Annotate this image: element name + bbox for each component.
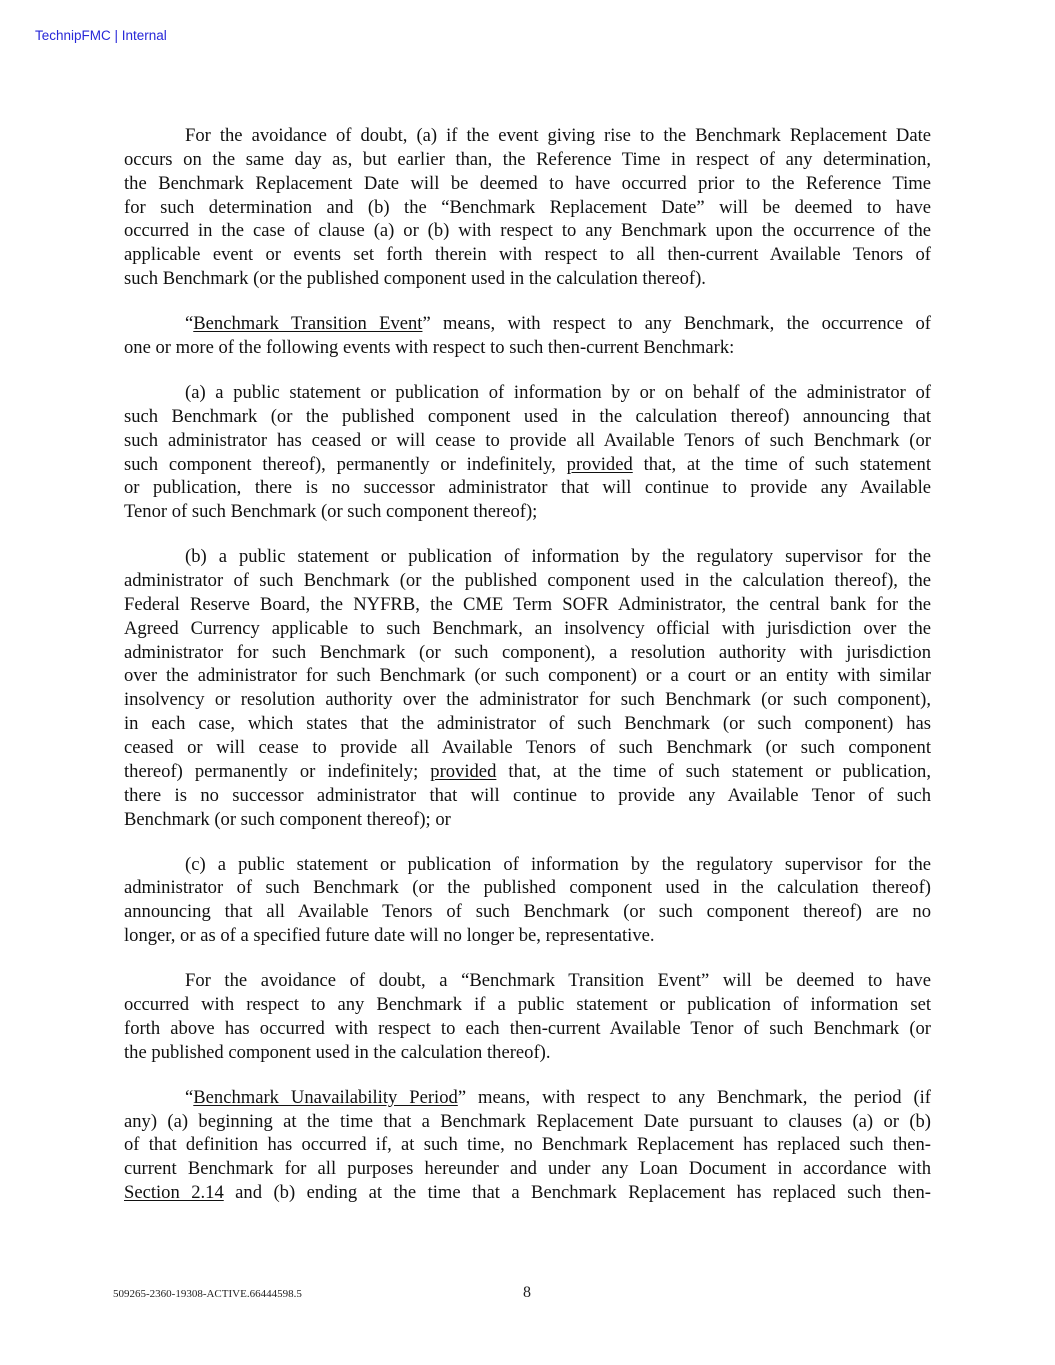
- paragraph: [124, 312, 931, 360]
- text-line: [124, 1181, 931, 1205]
- text-segment: ” means, with respect to any Benchmark, the occurrence of: [422, 313, 931, 335]
- text-line: [124, 196, 931, 220]
- paragraph: [124, 545, 931, 831]
- text-segment: longer, or as of a specified future date will no longer be, representative.: [124, 925, 655, 947]
- text-line: [124, 969, 931, 993]
- text-segment: Benchmark (or such component thereof); or: [124, 808, 451, 830]
- text-segment: in each case, which states that the administrator of such Benchmark (or such component) has: [124, 713, 931, 735]
- text-segment: such Benchmark (or the published component used in the calculation thereof).: [124, 268, 706, 290]
- text-line: [124, 593, 931, 617]
- text-line: [124, 617, 931, 641]
- text-segment: over the administrator for such Benchmark (or such component) or a court or an entity with similar: [124, 665, 931, 687]
- text-line: [124, 1017, 931, 1041]
- text-segment: such Benchmark (or the published component used in the calculation thereof) announcing that: [124, 405, 931, 427]
- text-segment: any) (a) beginning at the time that a Benchmark Replacement Date pursuant to clauses (a) or (b): [124, 1110, 931, 1132]
- text-segment: insolvency or resolution authority over the administrator for such Benchmark (or such component),: [124, 689, 931, 711]
- text-segment: thereof) permanently or indefinitely;: [124, 760, 431, 782]
- text-segment: one or more of the following events with respect to such then-current Benchmark:: [124, 336, 735, 358]
- text-segment: Tenor of such Benchmark (or such component thereof);: [124, 501, 538, 523]
- paragraph: [124, 853, 931, 948]
- text-line: [124, 784, 931, 808]
- text-line: [124, 124, 931, 148]
- text-line: [124, 172, 931, 196]
- text-segment: “: [185, 1086, 194, 1108]
- text-line: [124, 500, 931, 524]
- text-segment: “: [185, 313, 194, 335]
- text-segment: occurs on the same day as, but earlier than, the Reference Time in respect of any determination,: [124, 148, 931, 170]
- paragraph: [124, 124, 931, 291]
- text-segment: or publication, there is no successor administrator that will continue to provide any Available: [124, 477, 931, 499]
- text-line: [124, 736, 931, 760]
- text-line: [124, 1157, 931, 1181]
- text-segment: that, at the time of such statement or publication,: [496, 760, 931, 782]
- text-segment: that, at the time of such statement: [632, 453, 931, 475]
- text-segment: administrator for such Benchmark (or such component), a resolution authority with jurisdiction: [124, 641, 931, 663]
- text-segment: ceased or will cease to provide all Available Tenors of such Benchmark (or such component: [124, 736, 931, 758]
- text-segment: administrator of such Benchmark (or the published component used in the calculation thereof), the: [124, 570, 931, 592]
- text-segment: applicable event or events set forth therein with respect to all then-current Available Tenors of: [124, 244, 931, 266]
- text-segment: and (b) ending at the time that a Benchmark Replacement has replaced such then-: [223, 1182, 931, 1204]
- text-segment: (c) a public statement or publication of information by the regulatory supervisor for the: [185, 853, 931, 875]
- text-segment: of that definition has occurred if, at such time, no Benchmark Replacement has replaced such then-: [124, 1134, 931, 1156]
- text-line: [124, 760, 931, 784]
- text-line: [124, 545, 931, 569]
- paragraph: [124, 969, 931, 1064]
- text-segment: there is no successor administrator that will continue to provide any Available Tenor of such: [124, 784, 931, 806]
- classification-label: TechnipFMC | Internal: [35, 28, 167, 43]
- text-segment: (b) a public statement or publication of information by the regulatory supervisor for the: [185, 546, 931, 568]
- text-segment: announcing that all Available Tenors of such Benchmark (or such component thereof) are no: [124, 901, 931, 923]
- text-segment: occurred in the case of clause (a) or (b) with respect to any Benchmark upon the occurrence of the: [124, 220, 931, 242]
- text-line: [124, 381, 931, 405]
- text-segment: forth above has occurred with respect to each then-current Available Tenor of such Benchmark (or: [124, 1017, 931, 1039]
- page-number: 8: [523, 1284, 531, 1301]
- text-line: [124, 148, 931, 172]
- text-line: [124, 641, 931, 665]
- text-line: [124, 1110, 931, 1134]
- document-body: [124, 124, 931, 1226]
- text-segment: For the avoidance of doubt, (a) if the event giving rise to the Benchmark Replacement Date: [185, 125, 931, 146]
- text-segment: current Benchmark for all purposes hereunder and under any Loan Document in accordance with: [124, 1158, 931, 1180]
- text-line: [124, 993, 931, 1017]
- text-line: [124, 219, 931, 243]
- underlined-term: Benchmark Transition Event: [193, 313, 423, 335]
- paragraph: [124, 1086, 931, 1205]
- text-segment: the published component used in the calculation thereof).: [124, 1041, 551, 1063]
- text-line: [124, 243, 931, 267]
- underlined-term: provided: [430, 760, 497, 782]
- text-line: [124, 312, 931, 336]
- text-line: [124, 664, 931, 688]
- document-id: 509265-2360-19308-ACTIVE.66444598.5: [113, 1288, 302, 1300]
- paragraph: [124, 381, 931, 524]
- text-segment: such administrator has ceased or will cease to provide all Available Tenors of such Benchmark (or: [124, 429, 931, 451]
- underlined-term: Benchmark Unavailability Period: [193, 1086, 458, 1108]
- text-line: [124, 267, 931, 291]
- text-segment: (a) a public statement or publication of information by or on behalf of the administrator of: [185, 381, 931, 403]
- text-segment: for such determination and (b) the “Benchmark Replacement Date” will be deemed to have: [124, 196, 931, 218]
- text-line: [124, 1086, 931, 1110]
- text-line: [124, 876, 931, 900]
- text-segment: Federal Reserve Board, the NYFRB, the CME Term SOFR Administrator, the central bank for the: [124, 593, 931, 615]
- text-segment: For the avoidance of doubt, a “Benchmark Transition Event” will be deemed to have: [185, 970, 931, 992]
- text-segment: the Benchmark Replacement Date will be deemed to have occurred prior to the Reference Time: [124, 172, 931, 194]
- text-line: [124, 1041, 931, 1065]
- text-segment: ” means, with respect to any Benchmark, the period (if: [457, 1086, 931, 1108]
- text-segment: administrator of such Benchmark (or the published component used in the calculation thereof): [124, 877, 931, 899]
- text-line: [124, 476, 931, 500]
- text-line: [124, 808, 931, 832]
- text-segment: Agreed Currency applicable to such Benchmark, an insolvency official with jurisdiction over the: [124, 617, 931, 639]
- text-segment: occurred with respect to any Benchmark if a public statement or publication of information set: [124, 993, 931, 1015]
- text-line: [124, 924, 931, 948]
- text-line: [124, 900, 931, 924]
- text-line: [124, 405, 931, 429]
- text-line: [124, 569, 931, 593]
- text-line: [124, 336, 931, 360]
- underlined-term: provided: [566, 453, 633, 475]
- text-line: [124, 712, 931, 736]
- text-segment: such component thereof), permanently or indefinitely,: [124, 453, 567, 475]
- text-line: [124, 1133, 931, 1157]
- text-line: [124, 853, 931, 877]
- text-line: [124, 429, 931, 453]
- text-line: [124, 453, 931, 477]
- underlined-term: Section 2.14: [124, 1182, 224, 1204]
- text-line: [124, 688, 931, 712]
